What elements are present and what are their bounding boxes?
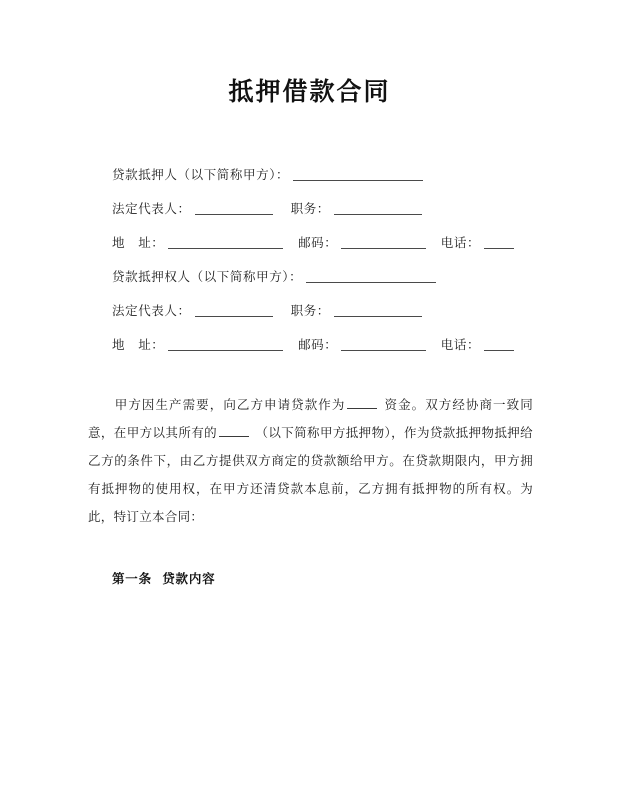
preamble-paragraph [88, 391, 533, 531]
paragraph-text: （以下简称甲方抵押物），作为贷款抵押物抵押给乙方的条件下，由乙方提供双方商定的贷款额给甲方。在贷款期限内，甲方拥有抵押物的使用权，在甲方还清贷款本息前，乙方拥有抵押物的所有权。为此，特订立本合同： [88, 425, 533, 525]
paragraph-text: 甲方因生产需要，向乙方申请贷款作为 [114, 397, 346, 413]
field-label: 职务： [290, 200, 330, 216]
fill-in-blank[interactable] [168, 339, 283, 351]
form-row-mortgagee-legal-rep [112, 283, 529, 317]
fill-in-blank[interactable] [484, 237, 514, 249]
party-information-form [0, 147, 619, 351]
field-label: 法定代表人： [112, 302, 191, 318]
field-label: 电话： [440, 336, 481, 352]
fill-in-blank[interactable] [293, 169, 423, 181]
field-label: 地 址： [112, 234, 165, 250]
field-label: 电话： [440, 234, 481, 250]
field-label: 邮码： [298, 336, 338, 352]
fill-in-blank[interactable] [484, 339, 514, 351]
field-label: 贷款抵押人（以下简称甲方）： [112, 166, 290, 182]
fill-in-blank[interactable] [195, 203, 273, 215]
fill-in-blank[interactable] [306, 271, 436, 283]
fill-in-blank[interactable] [168, 237, 283, 249]
sections-block [0, 569, 619, 587]
form-row-mortgagor [112, 147, 529, 181]
field-label: 职务： [290, 302, 330, 318]
form-row-mortgagor-address [112, 215, 529, 249]
page-title: 抵押借款合同 [228, 77, 391, 106]
form-row-mortgagee-address [112, 317, 529, 351]
fill-in-blank[interactable] [347, 397, 377, 409]
paragraph-text: 资金。双方经协商一致同意，在甲方以其所有的 [88, 397, 533, 441]
fill-in-blank[interactable] [219, 425, 249, 437]
section-number: 第一条 [112, 571, 152, 587]
form-row-mortgagee [112, 249, 529, 283]
fill-in-blank[interactable] [334, 305, 422, 317]
field-label: 法定代表人： [112, 200, 191, 216]
field-label: 贷款抵押权人（以下简称甲方）： [112, 268, 303, 284]
form-row-mortgagor-legal-rep [112, 181, 529, 215]
fill-in-blank[interactable] [341, 237, 426, 249]
preamble-block [0, 391, 619, 531]
field-label: 邮码： [298, 234, 338, 250]
fill-in-blank[interactable] [341, 339, 426, 351]
section-heading-article-1 [112, 569, 619, 587]
fill-in-blank[interactable] [334, 203, 422, 215]
fill-in-blank[interactable] [195, 305, 273, 317]
section-title: 贷款内容 [162, 571, 216, 587]
field-label: 地 址： [112, 336, 165, 352]
